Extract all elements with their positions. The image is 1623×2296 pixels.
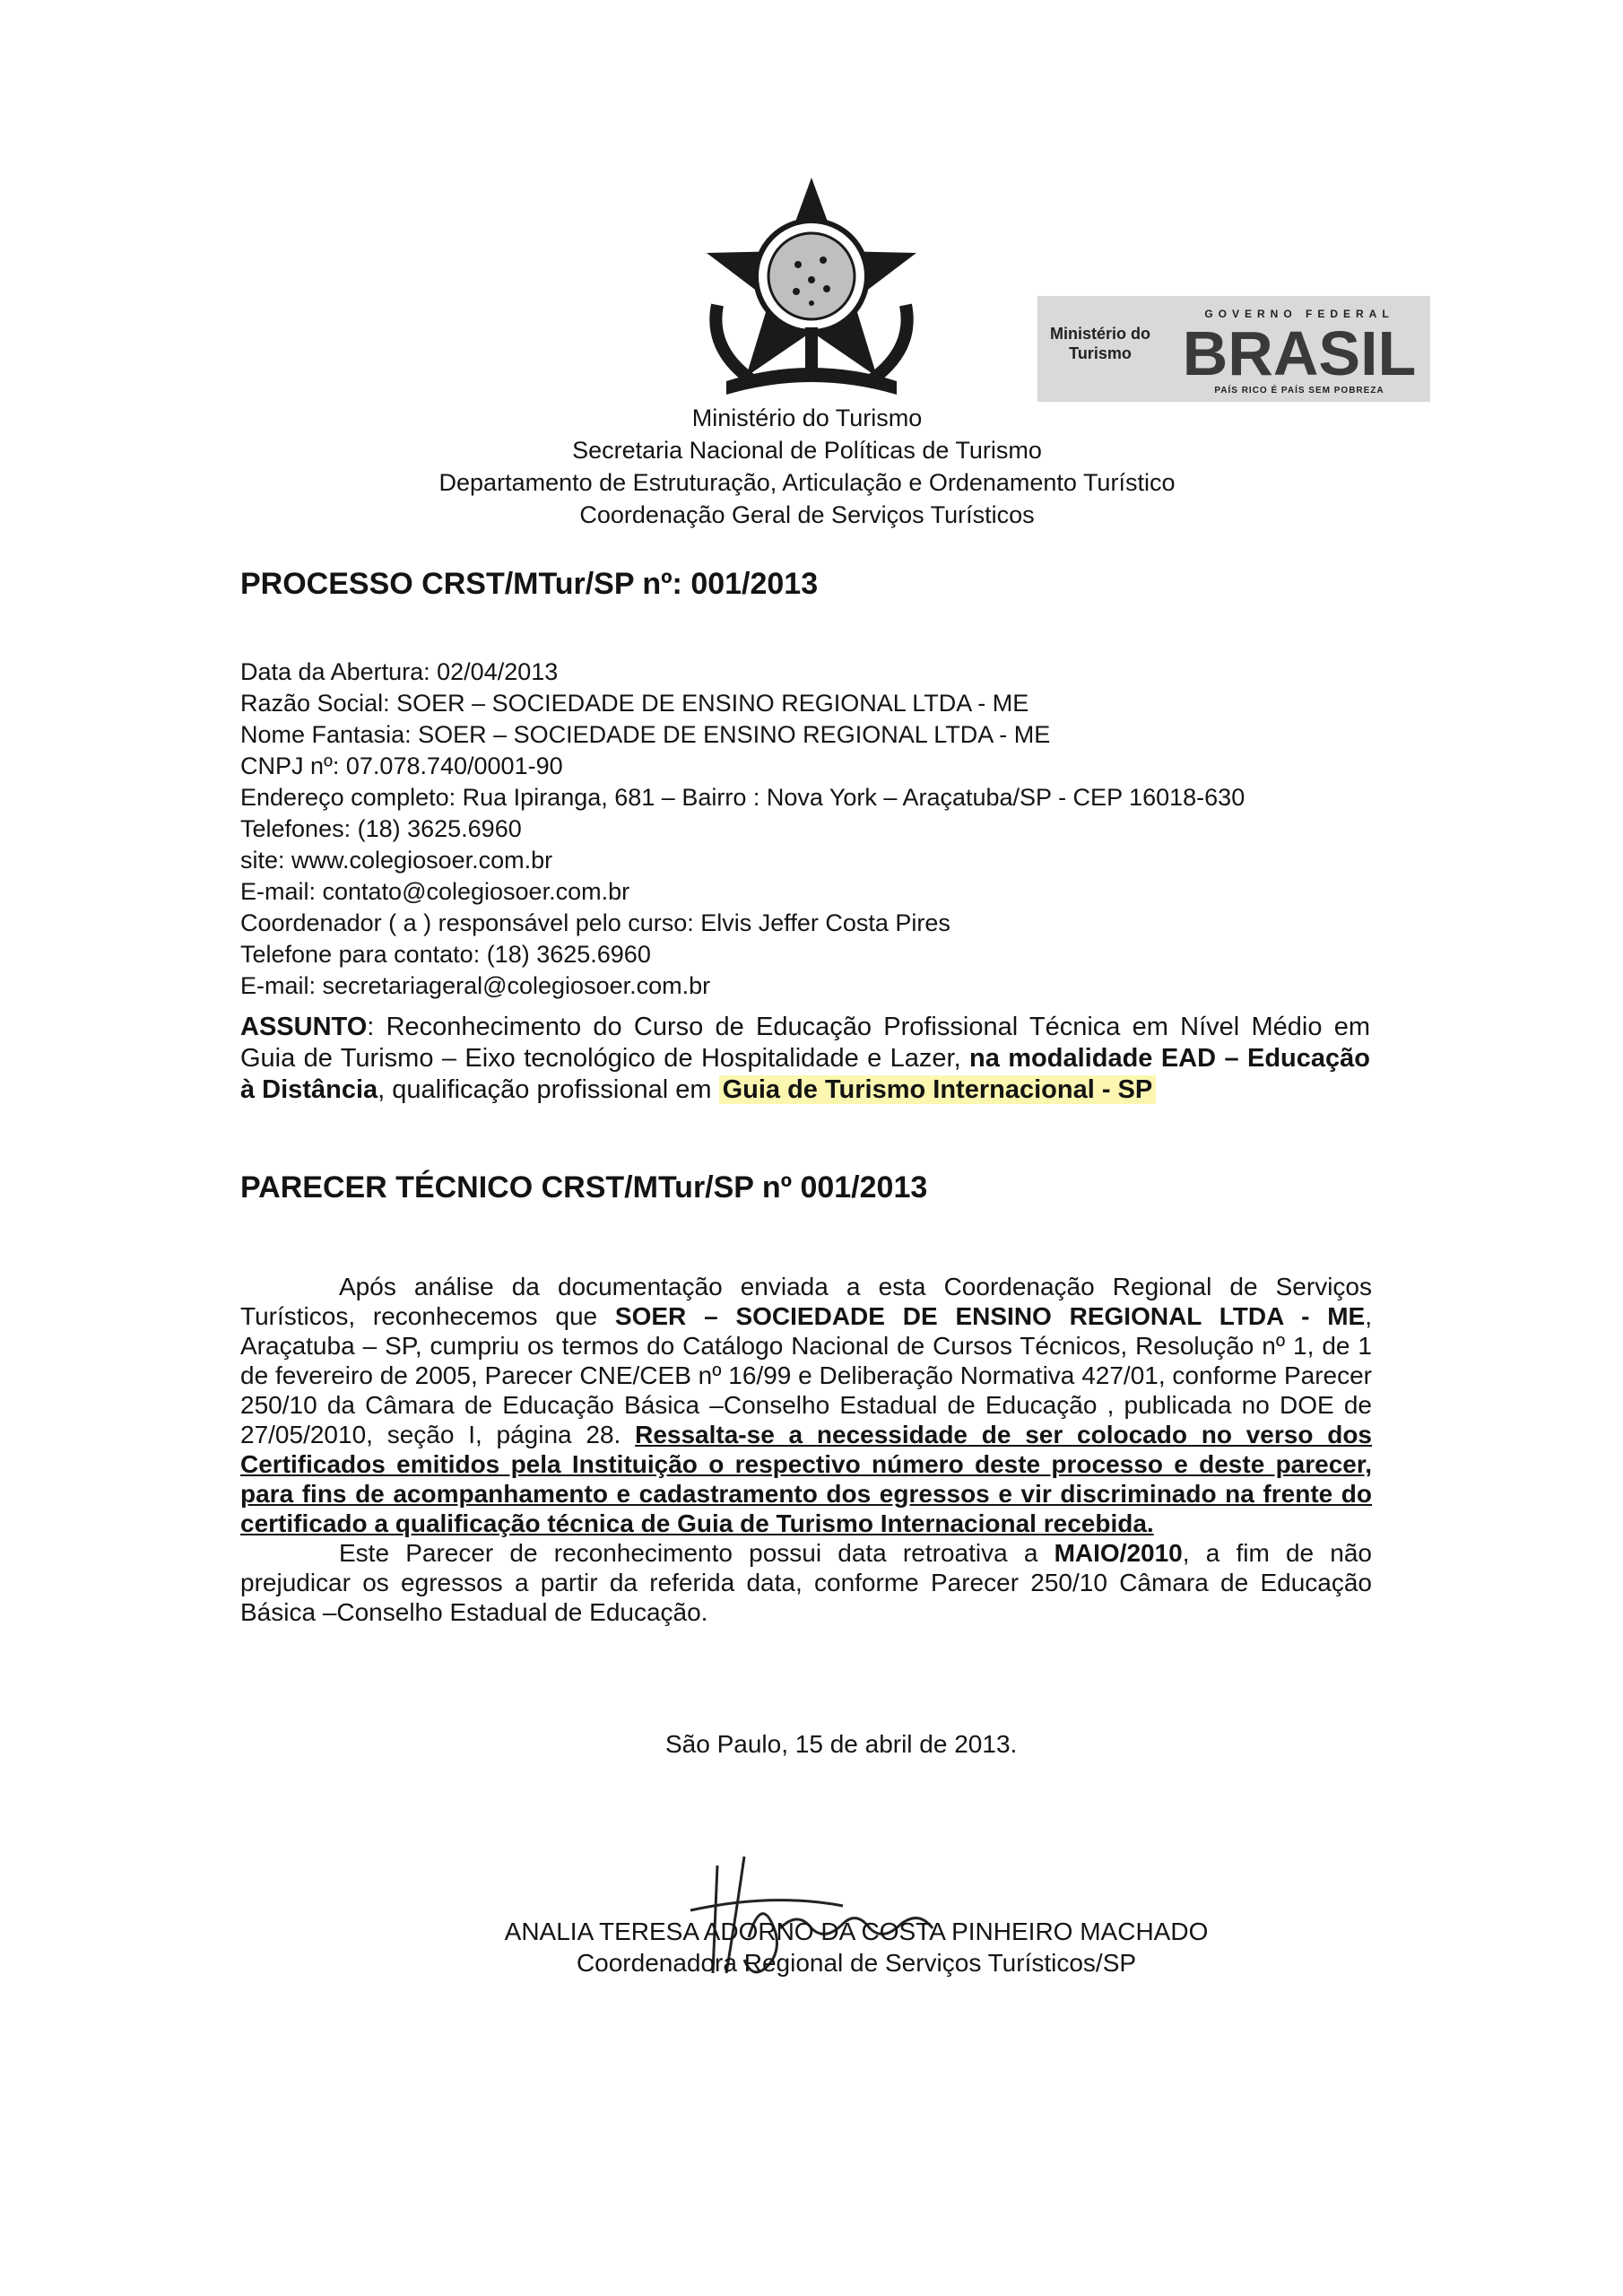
subject-text-2: , qualificação profissional em [378,1075,719,1104]
p1-requirement: Ressalta-se a necessidade de ser colocado no verso dos Certificados emitidos pela Instituição o respectivo número deste processo e deste parecer, para fins de acompanhamento e cadastramento dos egressos e vir discriminado na frente do certificado a qualificação técnica de Guia de Turismo Internacional recebida. [240,1421,1373,1537]
address: Endereço completo: Rua Ipiranga, 681 – Bairro : Nova York – Araçatuba/SP - CEP 16018-630 [240,784,1245,811]
p1-company: SOER – SOCIEDADE DE ENSINO REGIONAL LTDA - ME [614,1302,1366,1330]
subject-highlight: Guia de Turismo Internacional - SP [719,1075,1157,1104]
p1-text-1: Após análise da documentação enviada a esta Coordenação Regional de Serviços Turísticos, reconhecemos que [240,1273,1372,1330]
header-ministry: Ministério do Turismo [691,404,923,431]
ministry-brasil-logo [1037,296,1430,402]
email: E-mail: contato@colegiosoer.com.br [240,878,630,905]
p2-text-2: , a fim de não prejudicar os egressos a partir da referida data, conforme Parecer 250/10 Câmara de Educação Básica –Conselho Estadual de Educação. [240,1539,1372,1626]
contact-phone: Telefone para contato: (18) 3625.6960 [240,941,651,968]
coat-of-arms-emblem [690,170,933,404]
logo-slogan: PAÍS RICO É PAÍS SEM POBREZA [1214,386,1384,396]
process-title: PROCESSO CRST/MTur/SP nº: 001/2013 [240,567,819,601]
subject-paragraph [240,1012,1370,1106]
subject-modality: na modalidade EAD – Educação à Distância [240,1044,1370,1104]
p2-date: MAIO/2010 [1054,1539,1183,1567]
process-info [240,657,1245,1002]
logo-gov-line: GOVERNO FEDERAL [1204,308,1394,320]
signatory-block [475,1916,1237,1979]
subject-label: ASSUNTO [240,1013,368,1041]
company-name: Razão Social: SOER – SOCIEDADE DE ENSINO REGIONAL LTDA - ME [240,690,1029,717]
body-paragraph-1 [240,1272,1372,1538]
place-date: São Paulo, 15 de abril de 2013. [665,1730,1018,1758]
contact-email: E-mail: secretariageral@colegiosoer.com.br [240,972,711,999]
logo-ministry-line1: Ministério do [1050,325,1150,343]
signatory-title: Coordenadora Regional de Serviços Turísticos/SP [576,1949,1137,1977]
trade-name: Nome Fantasia: SOER – SOCIEDADE DE ENSINO REGIONAL LTDA - ME [240,721,1051,748]
website: site: www.colegiosoer.com.br [240,847,553,874]
opening-date: Data da Abertura: 02/04/2013 [240,658,559,685]
phones: Telefones: (18) 3625.6960 [240,815,522,842]
signatory-name: ANALIA TERESA ADORNO DA COSTA PINHEIRO MACHADO [504,1918,1209,1945]
header-secretariat: Secretaria Nacional de Políticas de Turismo [572,437,1042,464]
body-paragraph-2 [240,1538,1372,1627]
parecer-body [240,1272,1372,1627]
logo-brand: BRASIL [1182,318,1417,388]
cnpj: CNPJ nº: 07.078.740/0001-90 [240,752,563,779]
letterhead [341,402,1273,531]
p1-text-2: , Araçatuba – SP, cumpriu os termos do Catálogo Nacional de Cursos Técnicos, Resolução nº 1, de 1 de fevereiro de 2005, Parecer CNE/CEB nº 16/99 e Deliberação Normativa 427/01, conforme Parecer 250/10 da Câmara de Educação Básica –Conselho Estadual de Educação , publicada no DOE de 27/05/2010, seção I, página 28. [240,1302,1372,1448]
logo-ministry-line2: Turismo [1069,344,1132,362]
p2-text-1: Este Parecer de reconhecimento possui data retroativa a [339,1539,1055,1567]
subject-text-1: : Reconhecimento do Curso de Educação Profissional Técnica em Nível Médio em Guia de Turismo – Eixo tecnológico de Hospitalidade e Lazer, [240,1013,1370,1073]
header-coordination: Coordenação Geral de Serviços Turísticos [579,501,1035,528]
header-department: Departamento de Estruturação, Articulação e Ordenamento Turístico [438,469,1176,496]
coordinator: Coordenador ( a ) responsável pelo curso: Elvis Jeffer Costa Pires [240,909,950,936]
parecer-title: PARECER TÉCNICO CRST/MTur/SP nº 001/2013 [240,1170,928,1205]
